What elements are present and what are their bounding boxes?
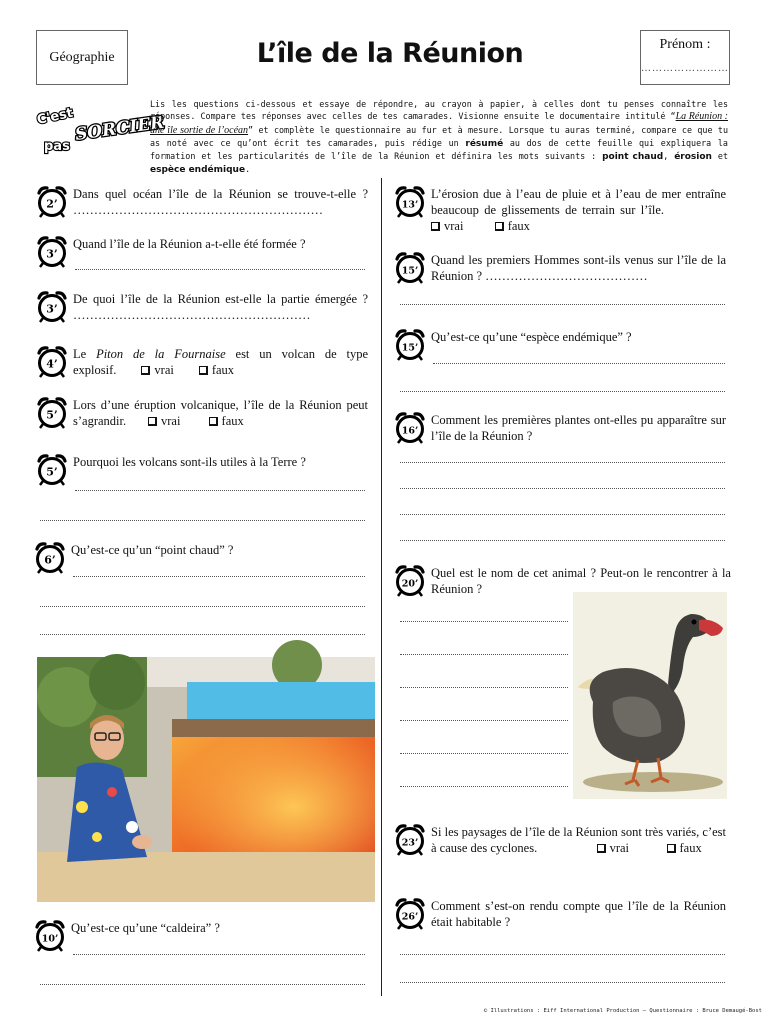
subject-box (36, 30, 128, 85)
svg-text:23’: 23’ (401, 837, 419, 849)
checkbox-icon (148, 417, 157, 426)
question-text: Si les paysages de l’île de la Réunion sont très variés, c’est à cause des cyclones. vrai faux (431, 825, 726, 855)
cest-pas-sorcier-logo (34, 100, 166, 160)
svg-text:5’: 5’ (46, 465, 58, 479)
question-text: Quel est le nom de cet animal ? Peut-on le rencontrer à la Réunion ? (431, 566, 731, 596)
answer-line[interactable] (40, 984, 365, 985)
svg-text:26’: 26’ (401, 911, 419, 923)
column-divider (381, 178, 382, 996)
question-text: Dans quel océan l’île de la Réunion se trouve-t-elle ? …………………………………………………… (73, 187, 368, 217)
question-1 (35, 184, 368, 224)
checkbox-false[interactable]: faux (199, 363, 234, 377)
question-13 (393, 563, 731, 808)
answer-line[interactable] (400, 654, 568, 655)
alarm-clock-icon (393, 410, 427, 444)
alarm-clock-icon (35, 289, 69, 323)
svg-text:3’: 3’ (46, 247, 58, 261)
alarm-clock-icon (393, 822, 427, 856)
svg-text:2’: 2’ (46, 197, 58, 211)
answer-line[interactable] (400, 391, 725, 392)
answer-line[interactable] (73, 954, 365, 955)
svg-text:SORCIER: SORCIER (73, 112, 166, 145)
answer-line[interactable] (40, 634, 365, 635)
alarm-clock-icon (35, 452, 69, 486)
svg-text:3’: 3’ (46, 302, 58, 316)
answer-line[interactable] (400, 514, 725, 515)
answer-line[interactable] (400, 304, 725, 305)
question-text: Le Piton de la Fournaise est un volcan de type explosif. vrai faux (73, 347, 369, 377)
subject-label: Géographie (49, 49, 115, 65)
checkbox-false[interactable]: faux (667, 841, 702, 855)
alarm-clock-icon (35, 184, 69, 218)
question-12 (393, 410, 728, 545)
svg-text:C'est: C'est (35, 105, 75, 128)
svg-text:10’: 10’ (41, 933, 59, 945)
question-text: Lors d’une éruption volcanique, l’île de la Réunion peut s’agrandir. vrai faux (73, 398, 368, 428)
alarm-clock-icon (35, 344, 69, 378)
answer-line[interactable] (400, 621, 568, 622)
question-14 (393, 822, 728, 880)
alarm-clock-icon (393, 563, 427, 597)
studio-presenter-photo (37, 657, 375, 902)
checkbox-icon (495, 222, 504, 231)
alarm-clock-icon (393, 184, 427, 218)
answer-line[interactable] (400, 462, 725, 463)
name-field[interactable]: …………………… (641, 63, 729, 74)
answer-line[interactable] (75, 269, 365, 270)
svg-text:pas: pas (44, 139, 70, 154)
checkbox-true[interactable]: vrai (431, 219, 463, 233)
alarm-clock-icon (393, 250, 427, 284)
checkbox-icon (597, 844, 606, 853)
alarm-clock-icon (35, 395, 69, 429)
checkbox-icon (667, 844, 676, 853)
answer-line[interactable] (40, 606, 365, 607)
svg-text:5’: 5’ (46, 408, 58, 422)
alarm-clock-icon (33, 540, 67, 574)
question-text: Comment les premières plantes ont-elles pu apparaître sur l’île de la Réunion ? (431, 413, 726, 443)
answer-line[interactable] (400, 954, 725, 955)
intro-paragraph: Lis les questions ci-dessous et essaye de répondre, au crayon à papier, à celles dont tu penses connaître les réponses. Compare tes réponses avec celles de tes camarades. Visionne ensuite le documentaire intitulé “La Réunion : une île sortie de l’océan” et complète le questionnaire au fur et à mesure. Lorsque tu auras terminé, compare ce que tu as noté avec ce qu’ont écrit tes camarades, puis rédige un résumé au dos de cette feuille qui expliquera la formation et les particularités de l’île de la Réunion et définira les mots suivants : point chaud, érosion et espèce endémique. (150, 99, 728, 176)
question-3 (35, 289, 368, 329)
checkbox-icon (199, 366, 208, 375)
checkbox-true[interactable]: vrai (597, 841, 629, 855)
checkbox-true[interactable]: vrai (148, 414, 180, 428)
svg-text:20’: 20’ (401, 578, 419, 590)
checkbox-false[interactable]: faux (209, 414, 244, 428)
question-8 (33, 918, 368, 990)
svg-text:13’: 13’ (401, 199, 419, 211)
name-box (640, 30, 730, 85)
question-text: De quoi l’île de la Réunion est-elle la partie émergée ? ………………………………………………… (73, 292, 368, 322)
answer-line[interactable] (400, 488, 725, 489)
checkbox-icon (209, 417, 218, 426)
answer-line[interactable] (400, 720, 568, 721)
checkbox-true[interactable]: vrai (141, 363, 173, 377)
question-text: Qu’est-ce qu’une “espèce endémique” ? (431, 330, 632, 344)
name-label: Prénom : (659, 37, 711, 52)
svg-text:6’: 6’ (44, 553, 56, 567)
answer-line[interactable] (400, 982, 725, 983)
answer-line[interactable] (73, 576, 365, 577)
answer-line[interactable] (400, 540, 725, 541)
question-15 (393, 896, 728, 994)
alarm-clock-icon (33, 918, 67, 952)
dodo-bird-illustration (573, 592, 727, 799)
checkbox-icon (141, 366, 150, 375)
alarm-clock-icon (393, 327, 427, 361)
question-text: Quand les premiers Hommes sont-ils venus sur l’île de la Réunion ? ………………………………… (431, 253, 726, 283)
svg-text:16’: 16’ (401, 425, 419, 437)
question-5 (35, 395, 368, 435)
question-text: Qu’est-ce qu’une “caldeira” ? (71, 921, 220, 935)
question-text: L’érosion due à l’eau de pluie et à l’eau de mer entraîne beaucoup de glissements de terrain sur l’île. vrai faux (431, 187, 726, 233)
question-9 (393, 184, 728, 240)
checkbox-icon (431, 222, 440, 231)
answer-line[interactable] (75, 490, 365, 491)
question-10 (393, 250, 728, 312)
question-4 (35, 344, 368, 384)
svg-text:15’: 15’ (401, 342, 419, 354)
answer-line[interactable] (400, 753, 568, 754)
question-text: Pourquoi les volcans sont-ils utiles à la Terre ? (73, 455, 306, 469)
question-6 (35, 452, 368, 527)
documentary-title: La Réunion : une île sortie de l’océan (150, 111, 728, 136)
question-text: Qu’est-ce qu’un “point chaud” ? (71, 543, 234, 557)
svg-text:4’: 4’ (46, 357, 58, 371)
svg-text:15’: 15’ (401, 265, 419, 277)
question-text: Quand l’île de la Réunion a-t-elle été formée ? (73, 237, 306, 251)
checkbox-false[interactable]: faux (495, 219, 530, 233)
answer-line[interactable] (400, 786, 568, 787)
answer-line[interactable] (400, 687, 568, 688)
question-2 (35, 234, 368, 276)
answer-line[interactable] (40, 520, 365, 521)
footer-credits: © Illustrations : Eiff International Production — Questionnaire : Bruce Demaugé-Bost (483, 1008, 762, 1014)
page-title: L’île de la Réunion (256, 38, 524, 69)
question-7 (33, 540, 368, 640)
alarm-clock-icon (393, 896, 427, 930)
question-11 (393, 327, 728, 395)
answer-line[interactable] (433, 363, 725, 364)
alarm-clock-icon (35, 234, 69, 268)
question-text: Comment s’est-on rendu compte que l’île de la Réunion était habitable ? (431, 899, 726, 929)
